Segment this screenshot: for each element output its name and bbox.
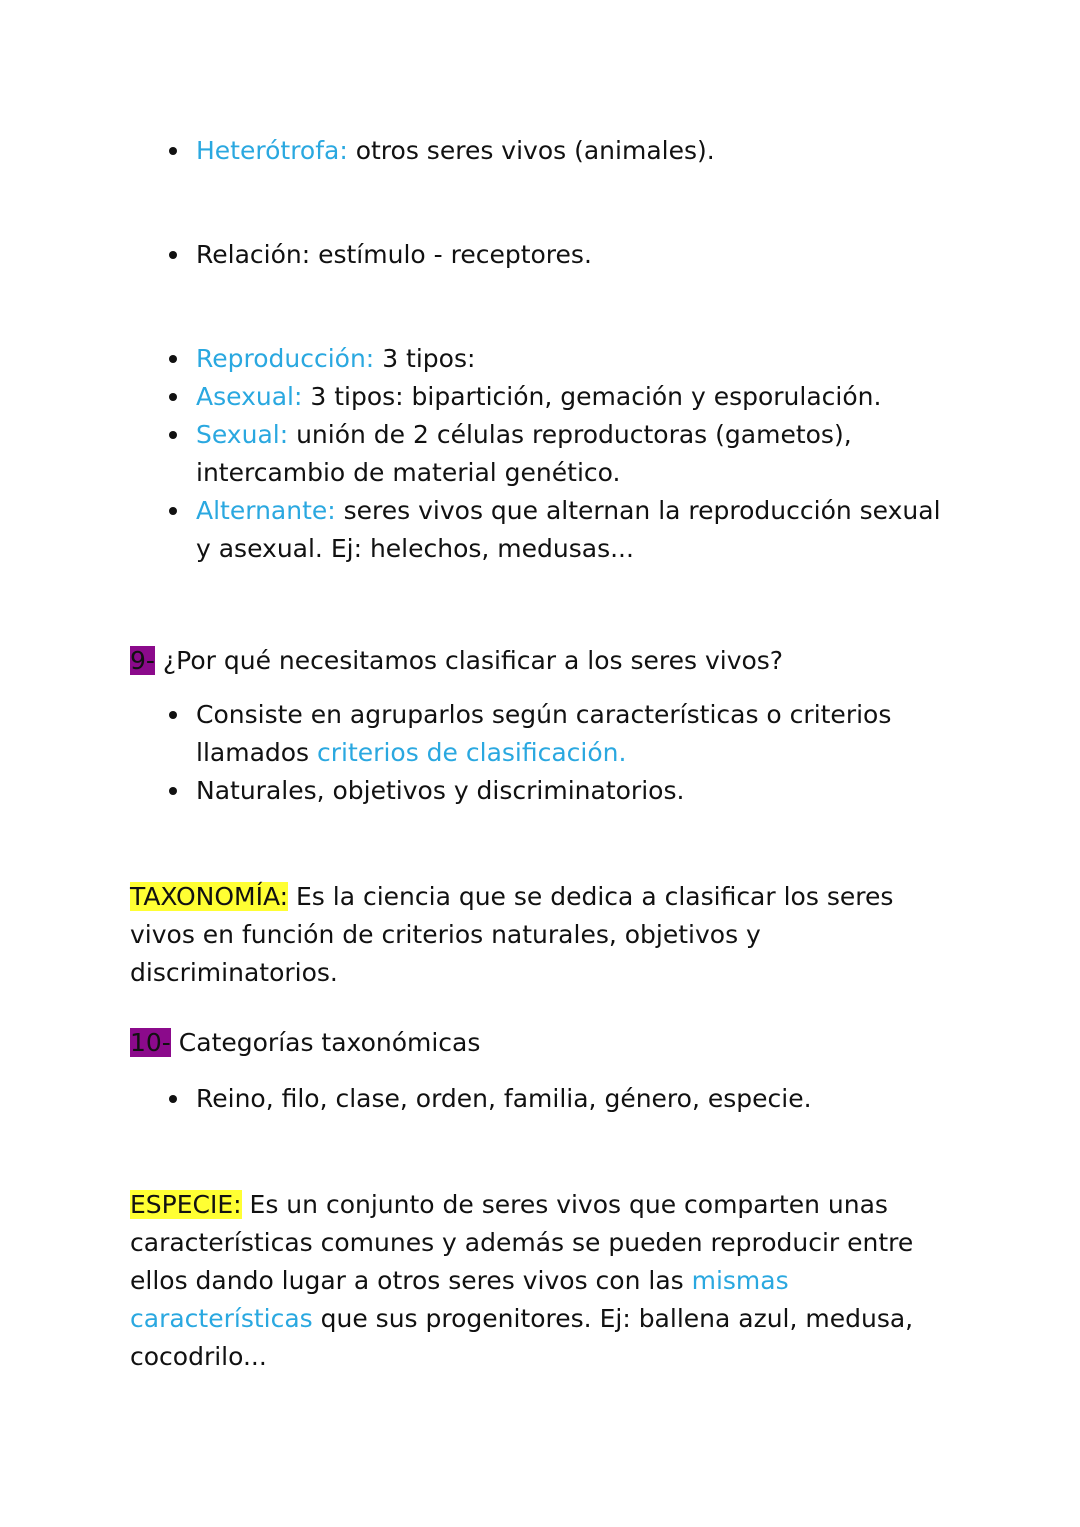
text-sexual: unión de 2 células reproductoras (gametos), intercambio de material genético. <box>196 420 852 487</box>
term-heterotrofa: Heterótrofa: <box>196 136 348 165</box>
list-item-relacion <box>130 236 960 274</box>
text-alternante: seres vivos que alternan la reproducción sexual y asexual. Ej: helechos, medusas... <box>196 496 941 563</box>
question-10-block <box>130 1080 960 1118</box>
reproduccion-block <box>130 340 960 568</box>
list-item-alternante <box>130 492 960 568</box>
especie-paragraph <box>130 1186 960 1376</box>
question-10-heading <box>130 1024 960 1062</box>
text-relacion: Relación: estímulo - receptores. <box>196 240 592 269</box>
text-heterotrofa: otros seres vivos (animales). <box>347 136 715 165</box>
question-9-block <box>130 696 960 810</box>
text-categorias: Reino, filo, clase, orden, familia, género, especie. <box>196 1084 812 1113</box>
especie-label: ESPECIE: <box>130 1190 242 1219</box>
question-9-title: ¿Por qué necesitamos clasificar a los seres vivos? <box>154 646 784 675</box>
heterotrofa-list <box>130 132 960 170</box>
taxonomia-text: Es la ciencia que se dedica a clasificar los seres vivos en función de criterios naturales, objetivos y discriminatorios. <box>130 882 894 987</box>
list-item-categorias <box>130 1080 960 1118</box>
taxonomia-paragraph <box>130 878 960 992</box>
text-agrupar: Consiste en agruparlos según características o criterios llamados <box>196 700 892 767</box>
list-item-naturales <box>130 772 960 810</box>
term-reproduccion: Reproducción: <box>196 344 375 373</box>
especie-text-before: Es un conjunto de seres vivos que comparten unas características comunes y además se pueden reproducir entre ellos dando lugar a otros seres vivos con las <box>130 1190 914 1295</box>
list-item-asexual <box>130 378 960 416</box>
question-10-number: 10- <box>130 1028 171 1057</box>
text-asexual: 3 tipos: bipartición, gemación y esporulación. <box>302 382 882 411</box>
especie-text-after: que sus progenitores. Ej: ballena azul, medusa, cocodrilo... <box>130 1304 914 1371</box>
relacion-block <box>130 236 960 274</box>
question-9-list <box>130 696 960 810</box>
reproduccion-list <box>130 340 960 568</box>
term-criterios: criterios de clasificación. <box>317 738 627 767</box>
question-10-title: Categorías taxonómicas <box>170 1028 481 1057</box>
text-naturales: Naturales, objetivos y discriminatorios. <box>196 776 685 805</box>
list-item-sexual <box>130 416 960 492</box>
question-9-heading <box>130 642 960 680</box>
list-item-agrupar <box>130 696 960 772</box>
list-item-reproduccion <box>130 340 960 378</box>
term-sexual: Sexual: <box>196 420 289 449</box>
list-item-heterotrofa <box>130 132 960 170</box>
term-alternante: Alternante: <box>196 496 336 525</box>
especie-term: mismas características <box>130 1266 789 1333</box>
text-reproduccion: 3 tipos: <box>374 344 476 373</box>
especie-block <box>130 1186 960 1376</box>
taxonomia-block <box>130 878 960 992</box>
question-9-number: 9- <box>130 646 155 675</box>
taxonomia-label: TAXONOMÍA: <box>130 882 289 911</box>
heterotrofa-block <box>130 132 960 170</box>
term-asexual: Asexual: <box>196 382 303 411</box>
question-10-list <box>130 1080 960 1118</box>
relacion-list <box>130 236 960 274</box>
